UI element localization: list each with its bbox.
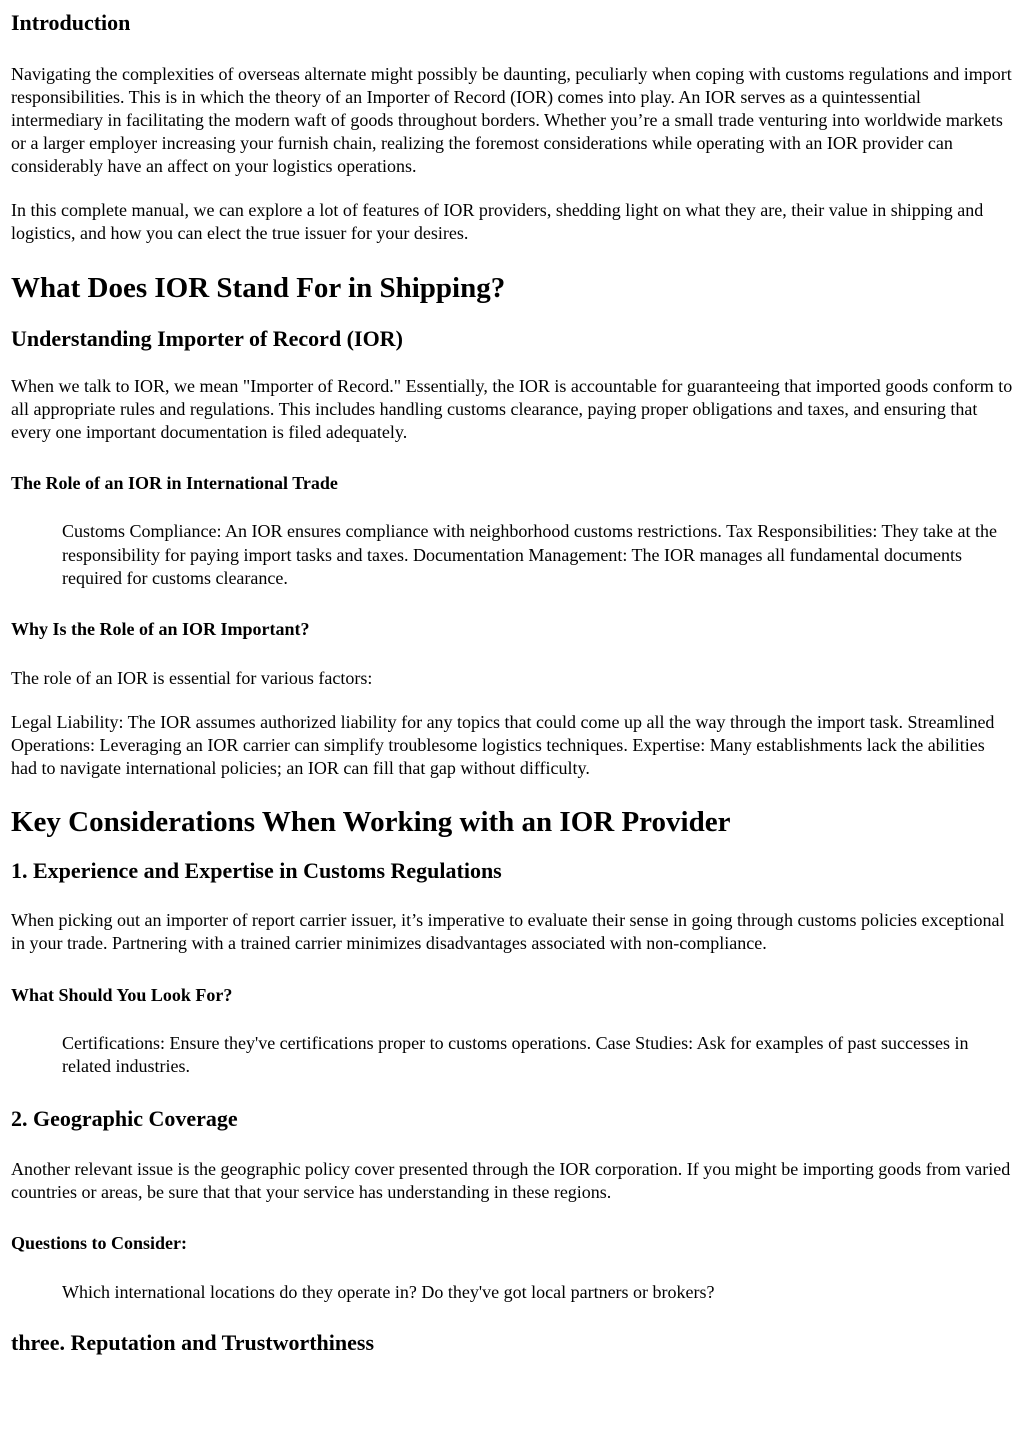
heading-experience-expertise: 1. Experience and Expertise in Customs Regulations	[11, 857, 502, 883]
blockquote-role-of-ior: Customs Compliance: An IOR ensures compliance with neighborhood customs restrictions. Tax Responsibilities: They take at the responsibility for paying import tasks and taxes. Documentation Management: The IOR manages all fundamental documents required for customs clearance.	[62, 521, 997, 588]
heading-what-to-look-for: What Should You Look For?	[11, 984, 233, 1005]
paragraph-why-ior-important-2: Legal Liability: The IOR assumes authorized liability for any topics that could come up all the way through the import task. Streamlined Operations: Leveraging an IOR carrier can simplify troublesome logistics techniques. Expertise: Many establishments lack the abilities had to navigate international policies; an IOR can fill that gap without difficulty.	[11, 711, 995, 778]
blockquote-what-to-look-for: Certifications: Ensure they've certifications proper to customs operations. Case Studies: Ask for examples of past successes in related industries.	[62, 1032, 969, 1076]
paragraph-geographic-coverage: Another relevant issue is the geographic policy cover presented through the IOR corporation. If you might be importing goods from varied countries or areas, be sure that that your service has understanding in these regions.	[11, 1158, 1011, 1202]
heading-introduction: Introduction	[11, 10, 131, 35]
paragraph-why-ior-important-1: The role of an IOR is essential for various factors:	[11, 667, 373, 688]
paragraph-introduction-1: Navigating the complexities of overseas alternate might possibly be daunting, peculiarly when coping with customs regulations and import responsibilities. This is in which the theory of an Importer of Record (IOR) comes into play. An IOR serves as a quintessential intermediary in facilitating the modern waft of goods throughout borders. Whether you’re a small trade venturing into worldwide markets or a larger employer increasing your furnish chain, realizing the foremost considerations while operating with an IOR provider can considerably have an affect on your logistics operations.	[11, 64, 1012, 176]
blockquote-questions-to-consider: Which international locations do they operate in? Do they've got local partners or brokers?	[62, 1281, 715, 1302]
paragraph-experience-expertise: When picking out an importer of report carrier issuer, it’s imperative to evaluate their sense in going through customs policies exceptional in your trade. Partnering with a trained carrier minimizes disadvantages associated with non-compliance.	[11, 909, 1005, 953]
paragraph-introduction-2: In this complete manual, we can explore a lot of features of IOR providers, shedding light on what they are, their value in shipping and logistics, and how you can elect the true issuer for your desires.	[11, 200, 984, 243]
heading-role-of-ior: The Role of an IOR in International Trade	[11, 473, 338, 493]
paragraph-understanding-ior: When we talk to IOR, we mean "Importer of Record." Essentially, the IOR is accountable for guaranteeing that imported goods conform to all appropriate rules and regulations. This includes handling customs clearance, paying proper obligations and taxes, and ensuring that every one important documentation is filed adequately.	[11, 376, 1013, 442]
heading-geographic-coverage: 2. Geographic Coverage	[11, 1105, 238, 1131]
heading-why-ior-important: Why Is the Role of an IOR Important?	[11, 618, 310, 639]
heading-key-considerations: Key Considerations When Working with an IOR Provider	[11, 805, 731, 838]
heading-understanding-ior: Understanding Importer of Record (IOR)	[11, 326, 403, 351]
heading-what-does-ior-stand-for: What Does IOR Stand For in Shipping?	[11, 272, 506, 304]
heading-questions-to-consider: Questions to Consider:	[11, 1232, 188, 1253]
heading-reputation-trustworthiness: three. Reputation and Trustworthiness	[11, 1330, 375, 1355]
